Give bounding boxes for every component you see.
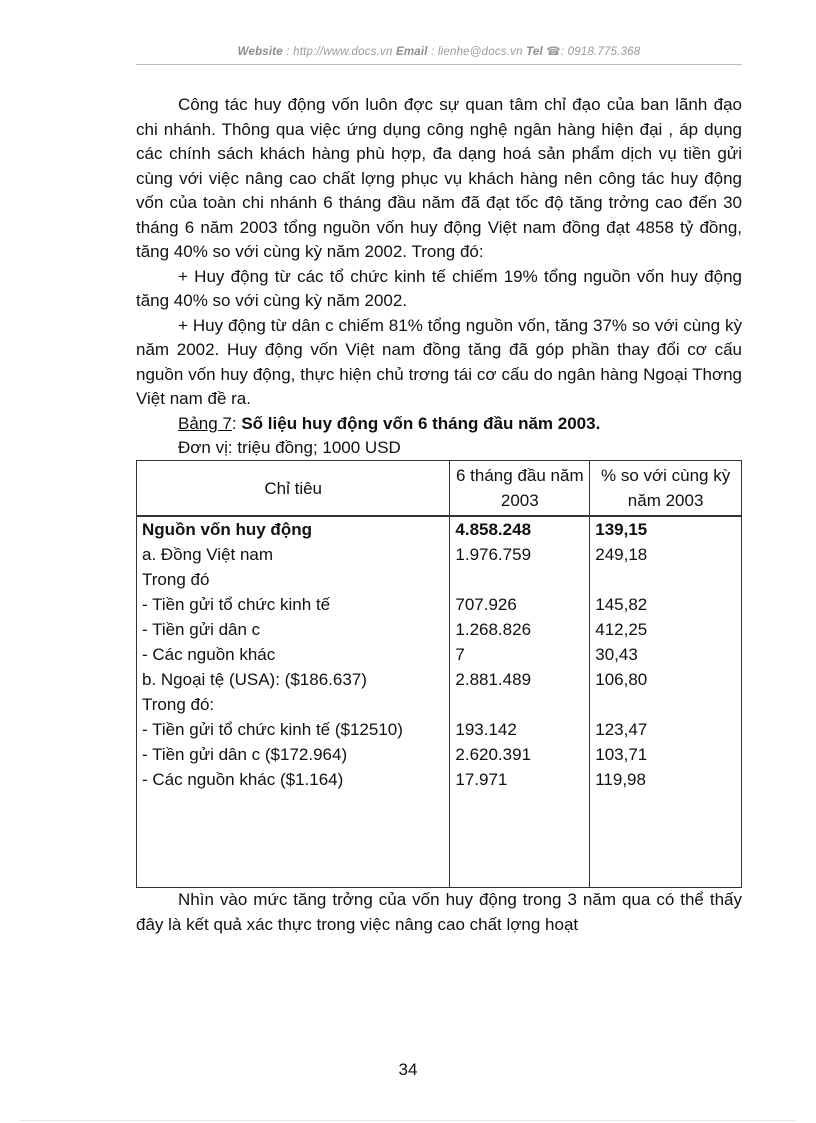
website-label: Website <box>237 46 283 58</box>
table-cell: - Các nguồn khác <box>137 642 450 667</box>
table-cell: Trong đó: <box>137 692 450 717</box>
table-row <box>137 542 742 567</box>
table-cell: 249,18 <box>590 542 742 567</box>
table-cell: Nguồn vốn huy động <box>137 516 450 542</box>
table-cell: 119,98 <box>590 767 742 792</box>
table-caption-label: Bảng 7 <box>178 413 232 433</box>
table-caption-title: Số liệu huy động vốn 6 tháng đầu năm 2003. <box>241 413 601 433</box>
table-row <box>137 717 742 742</box>
table-row <box>137 742 742 767</box>
capital-table <box>136 460 742 888</box>
footer-dotted-rule <box>20 1120 796 1121</box>
table-row <box>137 667 742 692</box>
table-row <box>137 767 742 792</box>
table-cell: 707.926 <box>450 592 590 617</box>
header-six-months: 6 tháng đầu năm 2003 <box>450 461 590 517</box>
table-cell: 30,43 <box>590 642 742 667</box>
table-cell: 4.858.248 <box>450 516 590 542</box>
paragraph-economic-orgs: + Huy động từ các tổ chức kinh tế chiếm 19% tổng nguồn vốn huy động tăng 40% so với cùng kỳ năm 2002. <box>136 266 742 310</box>
paragraph-residents: + Huy động từ dân c chiếm 81% tổng nguồn vốn, tăng 37% so với cùng kỳ năm 2002. Huy động vốn Việt nam đồng tăng đã góp phần thay đổi cơ cấu nguồn vốn huy động, thực hiện chủ trơng tái cơ cấu do ngân hàng Ngoại Thơng Việt nam đề ra. <box>136 315 742 408</box>
table-cell: 1.268.826 <box>450 617 590 642</box>
table-cell: 17.971 <box>450 767 590 792</box>
email-value: : lienhe@docs.vn <box>431 46 523 58</box>
table-cell <box>137 792 450 888</box>
table-row <box>137 567 742 592</box>
table-cell: 7 <box>450 642 590 667</box>
table-cell: Trong đó <box>137 567 450 592</box>
table-cell: - Tiền gửi tổ chức kinh tế <box>137 592 450 617</box>
table-cell: - Tiền gửi dân c ($172.964) <box>137 742 450 767</box>
table-cell: 1.976.759 <box>450 542 590 567</box>
table-cell: 145,82 <box>590 592 742 617</box>
table-row <box>137 617 742 642</box>
table-caption-sep: : <box>231 413 242 433</box>
table-cell: 123,47 <box>590 717 742 742</box>
website-value: : http://www.docs.vn <box>286 46 393 58</box>
paragraph-intro: Công tác huy động vốn luôn đợc sự quan tâm chỉ đạo của ban lãnh đạo chi nhánh. Thông qua việc ứng dụng công nghệ ngân hàng hiện đại , áp dụng các chính sách khách hàng phù hợp, đa dạng hoá sản phẩm dịch vụ tiền gửi cùng với việc nâng cao chất lợng phục vụ khách hàng nên công tác huy động vốn của toàn chi nhánh 6 tháng đầu năm đã đạt tốc độ tăng trởng cao đến 30 tháng 6 năm 2003 tổng nguồn vốn huy động Việt nam đồng đạt 4858 tỷ đồng, tăng 40% so với cùng kỳ năm 2002. Trong đó: <box>136 95 742 261</box>
header-percent: % so với cùng kỳ năm 2003 <box>590 461 742 517</box>
table-caption <box>136 412 742 437</box>
tel-label: Tel <box>526 46 543 58</box>
page-content <box>136 93 742 937</box>
header-rule <box>136 64 742 65</box>
table-cell: 103,71 <box>590 742 742 767</box>
email-label: Email <box>396 46 428 58</box>
table-cell: 139,15 <box>590 516 742 542</box>
table-row <box>137 642 742 667</box>
table-cell: b. Ngoại tệ (USA): ($186.637) <box>137 667 450 692</box>
table-row <box>137 692 742 717</box>
table-cell: a. Đồng Việt nam <box>137 542 450 567</box>
table-header-row <box>137 461 742 517</box>
table-cell: - Tiền gửi dân c <box>137 617 450 642</box>
table-cell: - Tiền gửi tổ chức kinh tế ($12510) <box>137 717 450 742</box>
table-cell <box>450 692 590 717</box>
page-header <box>136 44 742 58</box>
table-cell: 412,25 <box>590 617 742 642</box>
table-cell <box>450 567 590 592</box>
table-cell: - Các nguồn khác ($1.164) <box>137 767 450 792</box>
table-cell <box>590 567 742 592</box>
table-cell: 2.620.391 <box>450 742 590 767</box>
table-row <box>137 516 742 542</box>
table-filler-row <box>137 792 742 888</box>
table-cell: 193.142 <box>450 717 590 742</box>
table-cell <box>590 692 742 717</box>
table-cell: 2.881.489 <box>450 667 590 692</box>
table-cell <box>450 792 590 888</box>
table-cell: 106,80 <box>590 667 742 692</box>
page-number: 34 <box>398 1060 418 1079</box>
header-indicator: Chỉ tiêu <box>137 461 450 517</box>
table-cell <box>590 792 742 888</box>
table-unit: Đơn vị: triệu đồng; 1000 USD <box>178 438 401 457</box>
paragraph-conclusion: Nhìn vào mức tăng trởng của vốn huy động trong 3 năm qua có thể thấy đây là kết quả xác thực trong việc nâng cao chất lợng hoạt <box>136 890 742 934</box>
table-row <box>137 592 742 617</box>
tel-value: ☎: 0918.775.368 <box>546 46 641 58</box>
